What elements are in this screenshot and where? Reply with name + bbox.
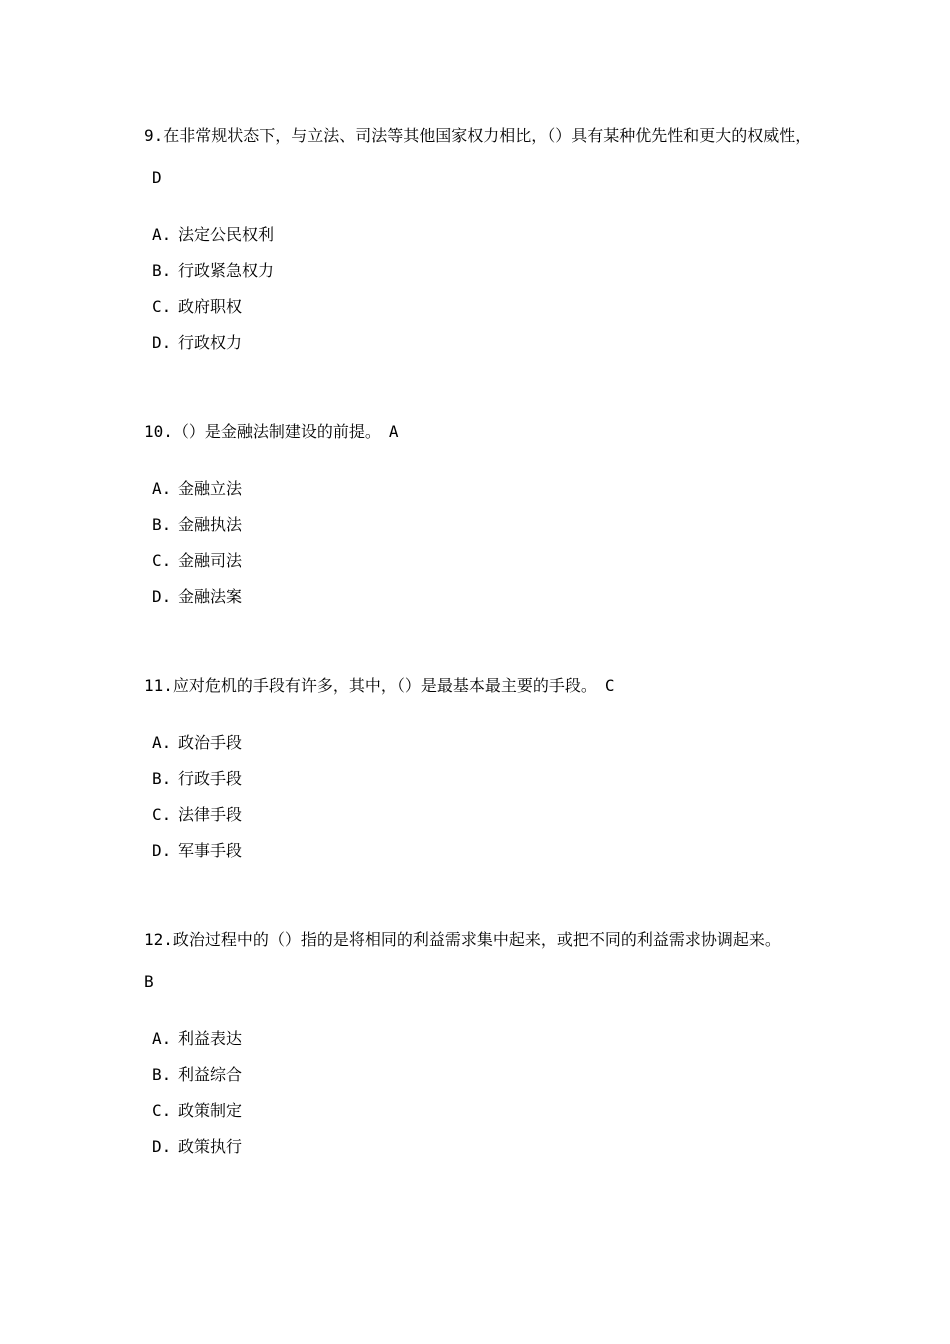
option-list — [144, 217, 814, 361]
option-letter: A. — [152, 733, 172, 752]
question-stem: 10.（）是金融法制建设的前提。 — [144, 422, 381, 441]
option-list — [144, 1021, 814, 1165]
option-letter: D. — [152, 587, 172, 606]
option-letter: A. — [152, 225, 172, 244]
option-text: 军事手段 — [178, 841, 243, 860]
option-letter: B. — [152, 1065, 172, 1084]
question-text — [144, 411, 814, 453]
question-12 — [144, 919, 814, 1165]
option-letter: D. — [152, 333, 172, 352]
option-b — [152, 253, 814, 289]
option-d — [152, 1129, 814, 1165]
option-a — [152, 725, 814, 761]
option-text: 法定公民权利 — [178, 225, 275, 244]
answer-key: B — [144, 972, 154, 991]
option-a — [152, 217, 814, 253]
option-letter: B. — [152, 515, 172, 534]
question-10 — [144, 411, 814, 615]
option-letter: D. — [152, 1137, 172, 1156]
option-text: 行政手段 — [178, 769, 243, 788]
answer-key: D — [152, 168, 162, 187]
option-text: 政府职权 — [178, 297, 243, 316]
option-c — [152, 543, 814, 579]
option-b — [152, 1057, 814, 1093]
option-a — [152, 1021, 814, 1057]
question-text — [144, 665, 814, 707]
answer-key: A — [388, 422, 399, 441]
question-11 — [144, 665, 814, 869]
question-stem: 11.应对危机的手段有许多，其中，（）是最基本最主要的手段。 — [144, 676, 597, 695]
option-letter: B. — [152, 261, 172, 280]
question-9 — [144, 115, 814, 361]
option-list — [144, 725, 814, 869]
option-c — [152, 289, 814, 325]
option-list — [144, 471, 814, 615]
option-letter: C. — [152, 1101, 172, 1120]
option-text: 行政紧急权力 — [178, 261, 275, 280]
option-b — [152, 507, 814, 543]
question-stem: 9.在非常规状态下，与立法、司法等其他国家权力相比，（）具有某种优先性和更大的权威性， — [144, 126, 812, 145]
option-text: 政策执行 — [178, 1137, 243, 1156]
option-c — [152, 1093, 814, 1129]
option-text: 利益综合 — [178, 1065, 243, 1084]
option-text: 行政权力 — [178, 333, 243, 352]
option-text: 金融司法 — [178, 551, 243, 570]
option-letter: A. — [152, 479, 172, 498]
option-letter: C. — [152, 297, 172, 316]
option-text: 利益表达 — [178, 1029, 243, 1048]
option-text: 政策制定 — [178, 1101, 243, 1120]
option-letter: C. — [152, 551, 172, 570]
option-b — [152, 761, 814, 797]
option-text: 金融法案 — [178, 587, 243, 606]
option-letter: C. — [152, 805, 172, 824]
option-text: 金融立法 — [178, 479, 243, 498]
option-letter: A. — [152, 1029, 172, 1048]
question-stem: 12.政治过程中的（）指的是将相同的利益需求集中起来，或把不同的利益需求协调起来。 — [144, 930, 781, 949]
option-text: 金融执法 — [178, 515, 243, 534]
option-text: 法律手段 — [178, 805, 243, 824]
option-a — [152, 471, 814, 507]
option-d — [152, 579, 814, 615]
option-letter: B. — [152, 769, 172, 788]
option-text: 政治手段 — [178, 733, 243, 752]
option-d — [152, 325, 814, 361]
option-c — [152, 797, 814, 833]
option-letter: D. — [152, 841, 172, 860]
question-text — [144, 115, 814, 199]
option-d — [152, 833, 814, 869]
answer-key: C — [604, 676, 615, 695]
question-text — [144, 919, 814, 1003]
